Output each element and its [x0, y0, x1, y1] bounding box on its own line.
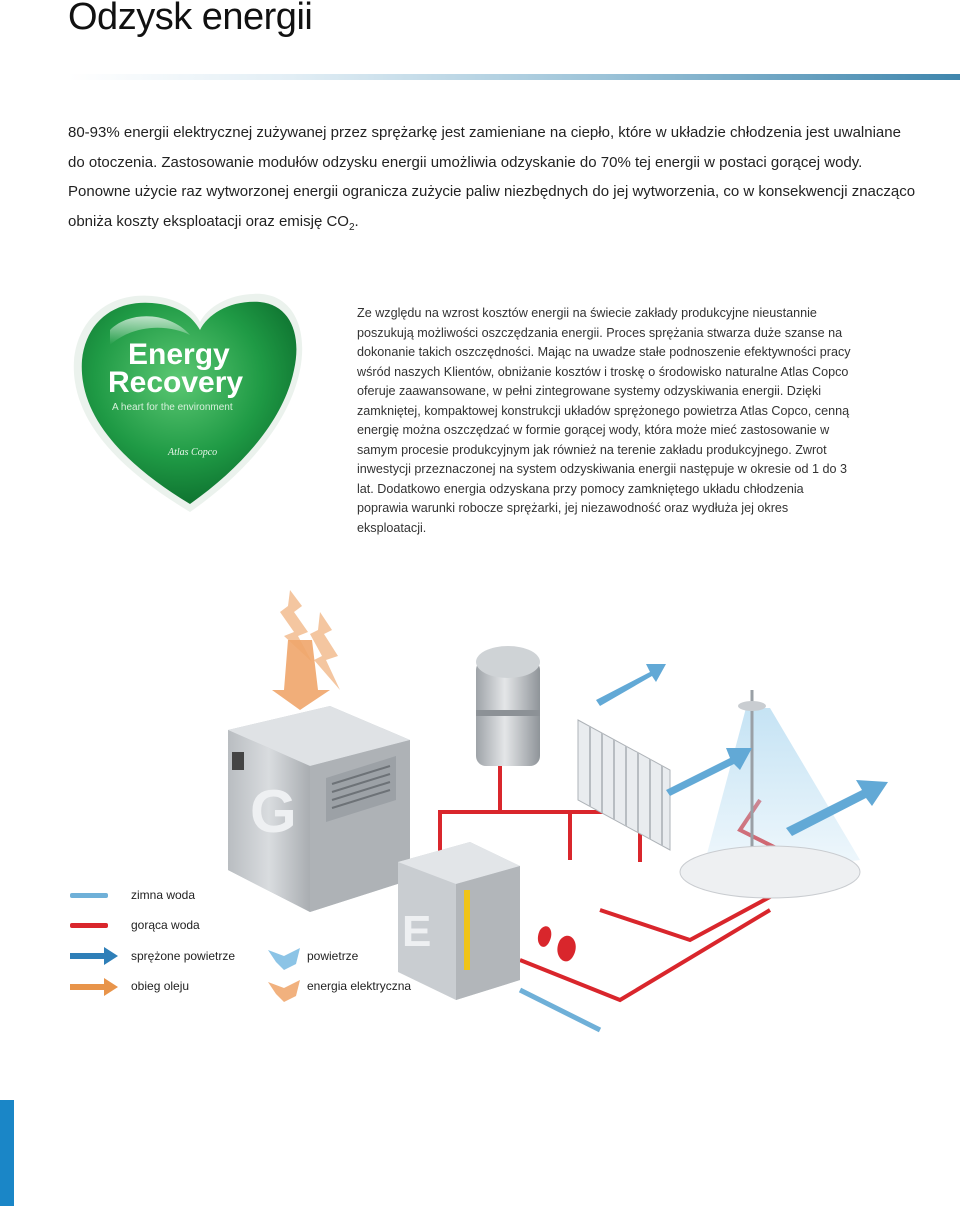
legend-compressed-arrow	[70, 947, 118, 965]
compressor-e-letter: E	[402, 907, 432, 956]
legend-air-arrow	[268, 948, 300, 970]
energy-recovery-heart-logo	[74, 294, 302, 512]
legend-cold-water-label: zimna woda	[131, 888, 196, 902]
compressor-g	[228, 706, 410, 912]
co2-subscript: 2	[348, 221, 355, 233]
compressor-g-letter: G	[250, 778, 297, 845]
body-paragraph: Ze względu na wzrost kosztów energii na świecie zakłady produkcyjne nieustannie poszukują możliwości oszczędzania energii. Proces sprężania stwarza duże szanse na dokonanie takich oszczędności. Mając na uwadze stałe podnoszenie efektywności pracy wśród naszych Klientów, obniżanie kosztów i troskę o środowisko naturalne Atlas Copco oferuje zaawansowane, w pełni zintegrowane systemy odzyskiwania energii. Dzięki zamkniętej, kompaktowej konstrukcji układów sprężonego powietrza Atlas Copco, cenną energię można oszczędzać w formie gorącej wody, która może mieć zastosowanie w samym procesie produkcyjnym jak również na terenie zakładu produkcyjnego. Zwrot inwestycji przeznaczonej na system odzyskiwania energii następuje w okresie od 1 do 3 lat. Dodatkowo energia odzyskana przy pomocy zamkniętego układu chłodzenia poprawia warunki robocze sprężarki, jej niezawodność oraz wydłuża jej okres eksploatacji.	[357, 306, 851, 535]
legend-oil-circuit-label: obieg oleju	[131, 979, 190, 993]
logo-energy-text: Energy	[128, 338, 230, 371]
legend-compressed-air-label: sprężone powietrze	[131, 949, 236, 963]
legend-cold-line	[70, 893, 108, 898]
legend-electric-arrow	[268, 980, 300, 1002]
logo-tagline-text: A heart for the environment	[112, 402, 233, 413]
compressor-e	[398, 842, 576, 1000]
legend-air-label: powietrze	[307, 949, 359, 963]
legend-oil-arrow	[70, 978, 118, 996]
logo-recovery-text: Recovery	[108, 366, 244, 399]
page-title: Odzysk energii	[68, 0, 313, 38]
hot-water-tank	[476, 646, 540, 766]
page-edge-accent-bar	[0, 1100, 14, 1206]
legend-hot-water-label: gorąca woda	[131, 918, 200, 932]
legend-electric-energy-label: energia elektryczna	[307, 979, 412, 993]
shower	[680, 690, 860, 898]
radiator	[578, 720, 670, 850]
electric-energy-arrows	[272, 590, 340, 710]
legend-hot-line	[70, 923, 108, 928]
logo-brand-text: Atlas Copco	[168, 447, 218, 458]
cold-water-pipe	[520, 990, 600, 1030]
intro-paragraph: 80-93% energii elektrycznej zużywanej przez sprężarkę jest zamieniane na ciepło, które w układzie chłodzenia jest uwalniane do otoczenia. Zastosowanie modułów odzysku energii umożliwia odzyskanie do 70% tej energii w postaci gorącej wody. Ponowne użycie raz wytworzonej energii ogranicza zużycie paliw niezbędnych do jej wytworzenia, co w konsekwencji znacząco obniża koszty eksploatacji oraz emisję $CO_2$.	[68, 124, 916, 233]
